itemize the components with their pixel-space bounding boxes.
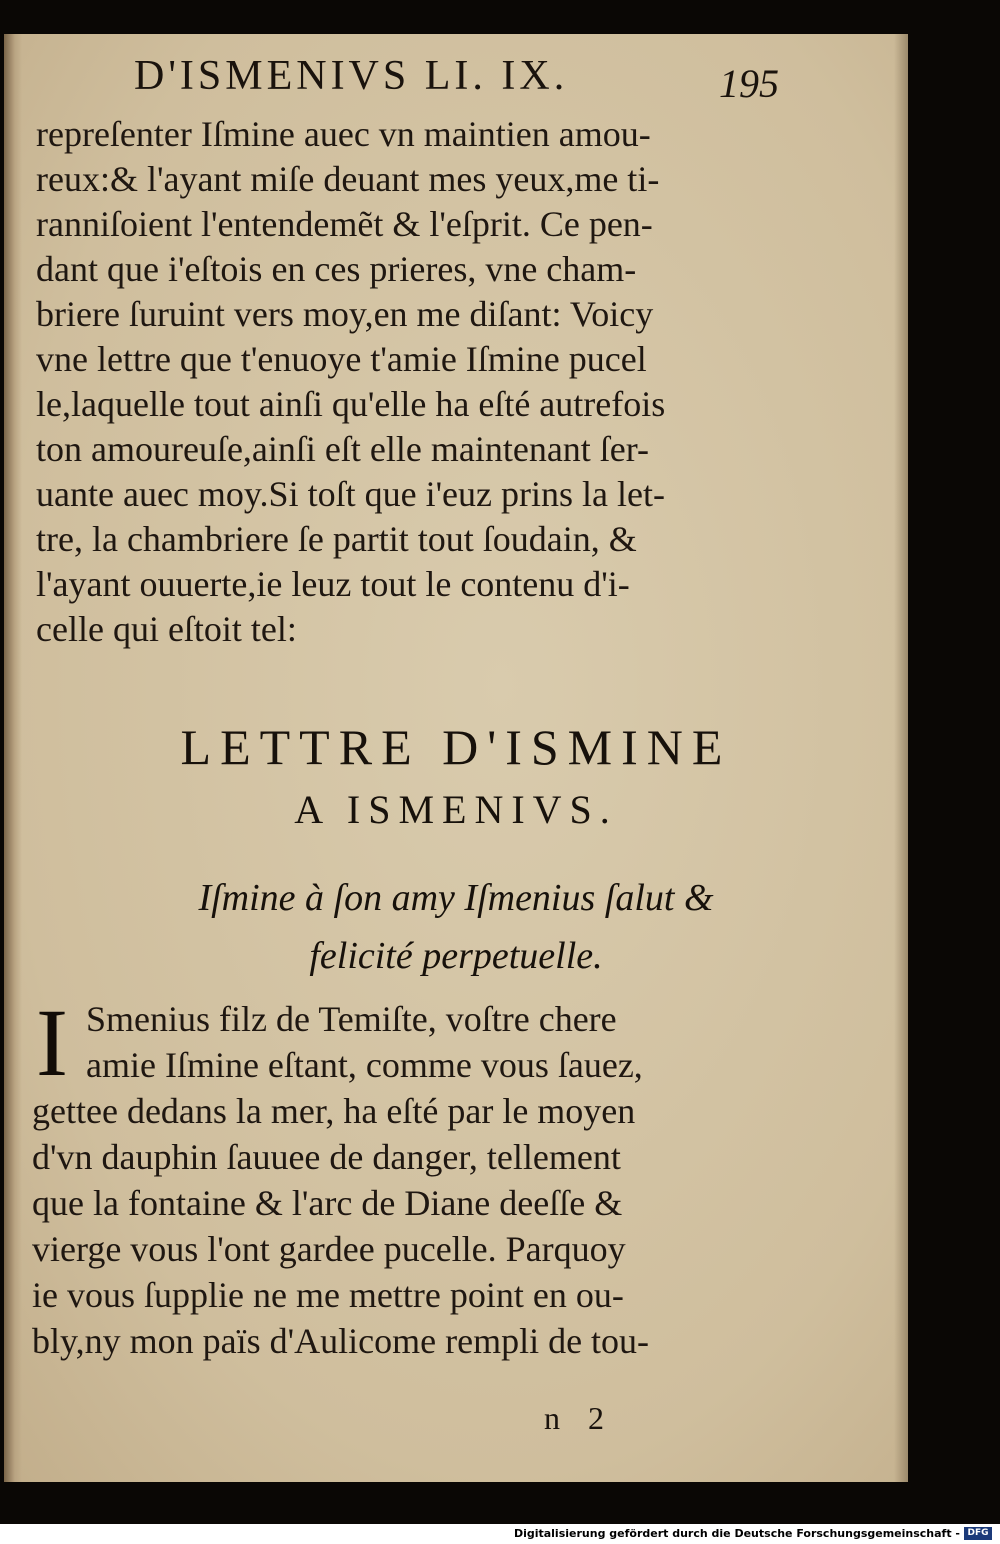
letter-line: amie Iſmine eſtant, comme vous ſauez, — [86, 1045, 643, 1085]
body-line: vne lettre que t'enuoye t'amie Iſmine pucel — [36, 339, 647, 379]
body-text — [36, 112, 756, 652]
letter-heading-line2: A ISMENIVS. — [294, 787, 618, 832]
letter-line: gettee dedans la mer, ha eſté par le moyen — [32, 1091, 636, 1131]
body-line: reux:& l'ayant miſe deuant mes yeux,me ti- — [36, 159, 660, 199]
drop-capital: I — [36, 989, 68, 1096]
body-line: repreſenter Iſmine auec vn maintien amou- — [36, 114, 651, 154]
body-line: uante auec moy.Si toſt que i'euz prins la let- — [36, 474, 665, 514]
body-line: dant que i'eſtois en ces prieres, vne cham- — [36, 249, 637, 289]
page-number: 195 — [719, 61, 779, 106]
letter-heading-line1: LETTRE D'ISMINE — [180, 719, 732, 775]
letter-line: ie vous ſupplie ne me mettre point en ou- — [32, 1275, 624, 1315]
letter-line: d'vn dauphin ſauuee de danger, tellement — [32, 1137, 621, 1177]
letter-line: Smenius filz de Temiſte, voſtre chere — [86, 999, 617, 1039]
running-head — [4, 52, 908, 112]
body-line: l'ayant ouuerte,ie leuz tout le contenu d'i- — [36, 564, 630, 604]
body-line: ranniſoient l'entendemẽt & l'eſprit. Ce pen- — [36, 204, 653, 244]
credit-text: Digitalisierung gefördert durch die Deutsche Forschungsgemeinschaft - — [513, 1527, 960, 1540]
body-line: le,laquelle tout ainſi qu'elle ha eſté autrefois — [36, 384, 666, 424]
body-line: celle qui eſtoit tel: — [36, 609, 297, 649]
letter-line: que la fontaine & l'arc de Diane deeſſe & — [32, 1183, 623, 1223]
body-line: tre, la chambriere ſe partit tout ſoudain, & — [36, 519, 637, 559]
digitization-credit-bar — [0, 1524, 1000, 1544]
body-line: ton amoureuſe,ainſi eſt elle maintenant ſer- — [36, 429, 650, 469]
body-line: briere ſuruint vers moy,en me diſant: Voicy — [36, 294, 654, 334]
letter-line: bly,ny mon païs d'Aulicome rempli de tou- — [32, 1321, 650, 1361]
letter-text — [32, 989, 762, 1364]
signature-mark: n 2 — [544, 1400, 614, 1436]
running-title: D'ISMENIVS LI. IX. — [134, 53, 569, 99]
book-page — [4, 34, 908, 1482]
salutation-line2: felicité perpetuelle. — [309, 935, 603, 977]
dfg-logo: DFG — [964, 1527, 992, 1540]
letter-line: vierge vous l'ont gardee pucelle. Parquoy — [32, 1229, 626, 1269]
salutation-line1: Iſmine à ſon amy Iſmenius ſalut & — [198, 877, 714, 919]
